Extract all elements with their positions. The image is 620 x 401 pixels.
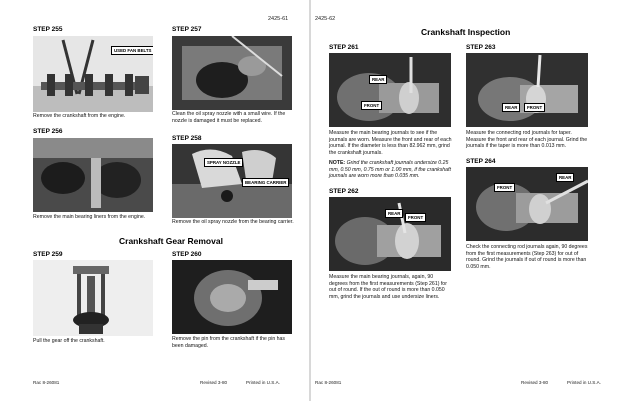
step-number: STEP 256 [33, 128, 63, 135]
note-block [329, 160, 453, 180]
footer-printed: Printed in U.S.A. [567, 380, 601, 385]
step-photo [172, 36, 292, 110]
step-caption: Remove the oil spray nozzle from the bearing carrier. [172, 219, 294, 225]
footer-code: Rac 8-26081 [33, 380, 60, 385]
callout-label: FRONT [494, 183, 515, 192]
step-caption: Remove the main bearing liners from the engine. [33, 214, 146, 220]
callout-label: FRONT [405, 213, 426, 222]
callout-label: REAR [369, 75, 387, 84]
step-number: STEP 262 [329, 188, 359, 195]
callout-label: REAR [385, 209, 403, 218]
step-number: STEP 255 [33, 26, 63, 33]
step-photo [329, 53, 451, 127]
step-photo [466, 53, 588, 127]
callout-label: FRONT [361, 101, 382, 110]
step-number: STEP 264 [466, 158, 496, 165]
footer-revised: Revised 3-80 [521, 380, 549, 385]
step-photo [33, 138, 153, 212]
step-photo [33, 36, 153, 112]
callout-label: BEARING CARRIER [242, 178, 289, 187]
step-caption: Measure the connecting rod journals for taper. Measure the front and rear of each journal. Grind the journals if the taper is more than 0.013 mm. [466, 130, 588, 150]
right-page [311, 0, 620, 401]
footer-printed: Printed in U.S.A. [246, 380, 280, 385]
step-caption: Check the connecting rod journals again, 90 degrees from the first measurements (Step 263) for out of round. Grind the journals if out of round is more than 0.050 mm. [466, 244, 588, 270]
page-number: 2425-61 [268, 16, 289, 22]
step-caption: Measure the main bearing journals, again, 90 degrees from the first measurements (Step 261) for out of round. If the out of round is more than 0.050 mm, grind the journals and use undersize liners. [329, 274, 447, 300]
callout-label: REAR [556, 173, 574, 182]
left-page [0, 0, 309, 401]
callout-label: SPRAY NOZZLE [204, 158, 243, 167]
section-title: Crankshaft Gear Removal [119, 236, 223, 246]
step-photo [172, 144, 292, 218]
step-caption: Clean the oil spray nozzle with a small wire. If the nozzle is damaged it must be replaced. [172, 111, 286, 124]
page-number: 2425-62 [315, 16, 336, 22]
callout-label: FRONT [524, 103, 545, 112]
step-number: STEP 259 [33, 251, 63, 258]
step-photo [33, 260, 153, 336]
note-label: NOTE: [329, 160, 346, 166]
footer-code: Rac 8-26081 [315, 380, 342, 385]
step-number: STEP 258 [172, 135, 202, 142]
callout-label: USED FAN BELTS [111, 46, 153, 55]
step-caption: Remove the crankshaft from the engine. [33, 113, 126, 119]
step-photo [329, 197, 451, 271]
step-number: STEP 261 [329, 44, 359, 51]
step-number: STEP 260 [172, 251, 202, 258]
step-caption: Measure the main bearing journals to see if the journals are worn. Measure the front and rear of each journal. If the diameter is less than 82.962 mm, grind the crankshaft journals. [329, 130, 452, 156]
footer-revised: Revised 3-80 [200, 380, 228, 385]
callout-label: REAR [502, 103, 520, 112]
step-photo [466, 167, 588, 241]
step-caption: Pull the gear off the crankshaft. [33, 338, 105, 344]
step-number: STEP 263 [466, 44, 496, 51]
step-number: STEP 257 [172, 26, 202, 33]
note-text: Grind the crankshaft journals undersize 0.25 mm, 0.50 mm, 0.75 mm or 1.00 mm, if the crankshaft journals are worn more than 0.035 mm. [329, 160, 451, 180]
step-photo [172, 260, 292, 334]
section-title: Crankshaft Inspection [421, 27, 511, 37]
step-caption: Remove the pin from the crankshaft if the pin has been damaged. [172, 336, 286, 349]
